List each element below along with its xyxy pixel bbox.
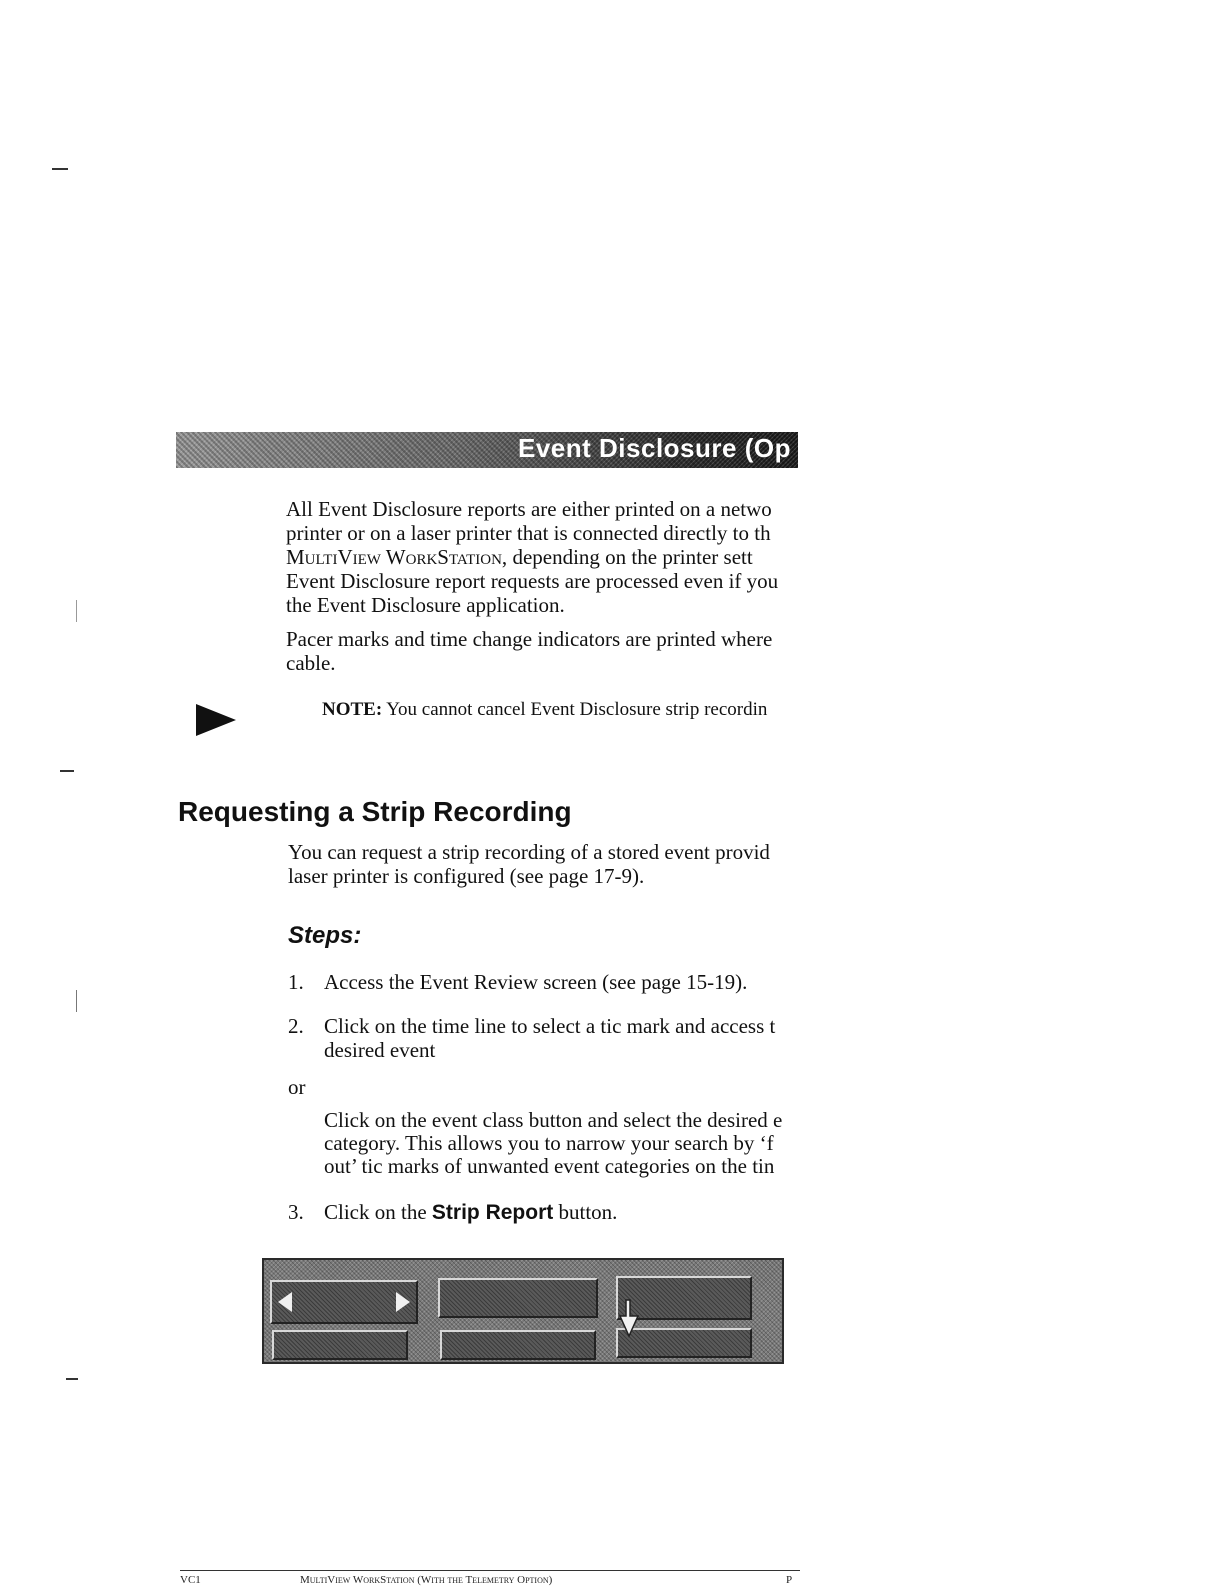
- step3-suffix: button.: [558, 1200, 618, 1224]
- footer-rule: [180, 1570, 800, 1571]
- strip-report-label: Strip Report: [431, 1201, 554, 1224]
- banner-title: Event Disclosure (Op: [518, 433, 791, 463]
- intro-line: cable.: [286, 651, 336, 675]
- scan-speck: [76, 600, 77, 622]
- intro-line-rest: depending on the printer sett: [512, 545, 753, 569]
- intro-line: the Event Disclosure application.: [286, 593, 565, 617]
- prev-next-button[interactable]: [270, 1280, 418, 1324]
- panel-button[interactable]: [440, 1330, 596, 1360]
- note-text: You cannot cancel Event Disclosure strip recordin: [386, 699, 768, 720]
- note-label: NOTE:: [322, 699, 383, 720]
- panel-button[interactable]: [272, 1330, 408, 1360]
- footer-right: P: [786, 1574, 793, 1586]
- step-text: Click on the time line to select a tic mark and access t: [324, 1014, 776, 1038]
- footer-center: MultiView WorkStation (With the Telemetry Option): [300, 1574, 553, 1586]
- note-arrow-icon: [196, 704, 236, 736]
- note: [322, 698, 798, 722]
- section-intro-line: You can request a strip recording of a stored event provid: [288, 840, 770, 864]
- step-text: Access the Event Review screen (see page 15-19).: [324, 970, 748, 994]
- intro-line: Event Disclosure report requests are processed even if you: [286, 569, 779, 593]
- scan-speck: [52, 168, 68, 170]
- button-panel-screenshot: [262, 1258, 784, 1364]
- step-text: [324, 1200, 798, 1225]
- scan-speck: [66, 1378, 78, 1380]
- intro-line: printer or on a laser printer that is connected directly to th: [286, 521, 771, 545]
- section-heading: Requesting a Strip Recording: [178, 796, 572, 827]
- or-text: or: [288, 1075, 306, 1099]
- step-number: 3.: [288, 1200, 304, 1224]
- step-text: desired event: [324, 1038, 436, 1062]
- section-intro-line: laser printer is configured (see page 17-9).: [288, 864, 645, 888]
- scan-speck: [60, 770, 74, 772]
- step-number: 2.: [288, 1014, 304, 1038]
- panel-button[interactable]: [438, 1278, 598, 1318]
- alt-step-line: category. This allows you to narrow your search by ‘f: [324, 1131, 774, 1155]
- footer-left: VC1: [180, 1574, 201, 1586]
- alt-step-line: out’ tic marks of unwanted event categories on the tin: [324, 1154, 775, 1178]
- intro-line: Pacer marks and time change indicators are printed where: [286, 627, 773, 651]
- intro-line: [286, 545, 798, 569]
- scan-speck: [76, 990, 77, 1012]
- intro-line: All Event Disclosure reports are either printed on a netwo: [286, 497, 772, 521]
- arrow-right-icon: [396, 1292, 410, 1312]
- section-banner: [176, 432, 798, 468]
- step-number: 1.: [288, 970, 304, 994]
- pointer-hand-icon: [616, 1298, 642, 1338]
- arrow-left-icon: [278, 1292, 292, 1312]
- step3-prefix: Click on the: [324, 1200, 427, 1224]
- product-name: MultiView WorkStation,: [286, 545, 508, 569]
- alt-step-line: Click on the event class button and select the desired e: [324, 1108, 783, 1132]
- steps-heading: Steps:: [288, 922, 362, 949]
